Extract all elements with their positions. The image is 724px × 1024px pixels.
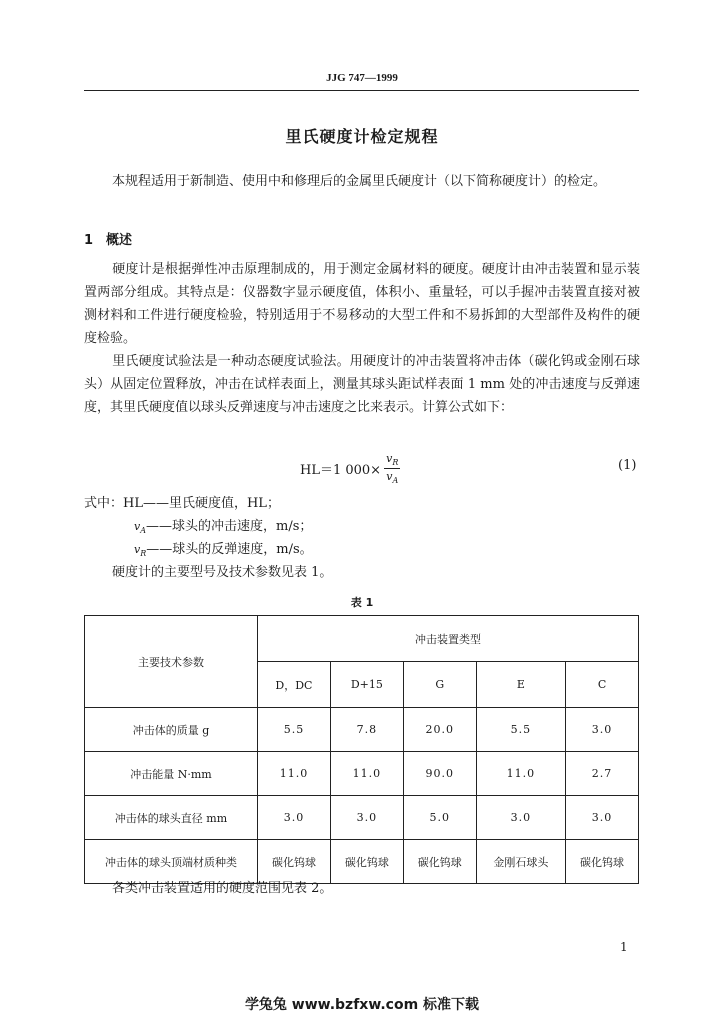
value-cell: 碳化钨球 xyxy=(403,840,476,884)
group-header-cell: 冲击装置类型 xyxy=(258,616,639,662)
formula-denominator: $v_A$ xyxy=(386,470,399,486)
value-cell: 7.8 xyxy=(330,708,403,752)
section-number: 1 xyxy=(84,233,94,248)
overview-text-1: 硬度计是根据弹性冲击原理制成的，用于测定金属材料的硬度。硬度计由冲击装置和显示装置两部分组成。其特点是：仪器数字显示硬度值，体积小、重量轻，可以手握冲击装置直接对被测材料和工件进行硬度检验，特别适用于不易移动的大型工件和不易拆卸的大型部件及构件的硬度检验。 xyxy=(84,262,640,346)
value-cell: 20.0 xyxy=(403,708,476,752)
value-cell: 90.0 xyxy=(403,752,476,796)
formula-numerator: $v_R$ xyxy=(386,452,399,468)
table-row xyxy=(85,752,639,796)
overview-text-2: 里氏硬度试验法是一种动态硬度试验法。用硬度计的冲击装置将冲击体（碳化钨或金刚石球头）从固定位置释放，冲击在试样表面上，测量其球头距试样表面 1 mm 处的冲击速度与反弹速度，其里氏硬度值以球头反弹速度与冲击速度之比来表示。计算公式如下： xyxy=(84,354,640,415)
intro-text: 本规程适用于新制造、使用中和修理后的金属里氏硬度计（以下简称硬度计）的检定。 xyxy=(112,174,607,189)
param-cell: 冲击体的球头顶端材质种类 xyxy=(85,840,258,884)
table2-reference: 各类冲击装置适用的硬度范围见表 2。 xyxy=(112,881,333,896)
overview-paragraph-2 xyxy=(84,350,640,419)
footer-watermark: 学兔兔 www.bzfxw.com 标准下载 xyxy=(244,997,480,1013)
value-cell: 5.5 xyxy=(476,708,565,752)
section-title: 概述 xyxy=(106,233,133,248)
standard-code: JJG 747—1999 xyxy=(326,72,398,84)
document-title: 里氏硬度计检定规程 xyxy=(285,127,439,146)
value-cell: 3.0 xyxy=(566,796,639,840)
formula-fraction xyxy=(384,452,400,485)
param-cell: 冲击能量 N·mm xyxy=(85,752,258,796)
formula-lhs: HL＝1 000× xyxy=(300,463,382,479)
spec-table xyxy=(84,615,639,884)
value-cell: 5.5 xyxy=(258,708,331,752)
column-header: G xyxy=(403,662,476,708)
vr-symbol: $v_R$ xyxy=(134,543,147,559)
table-header-row xyxy=(85,616,639,662)
header-divider xyxy=(84,90,639,91)
value-cell: 11.0 xyxy=(330,752,403,796)
page-number: 1 xyxy=(620,940,628,954)
column-header: D+15 xyxy=(330,662,403,708)
table-row xyxy=(85,796,639,840)
legend-hl: 式中：HL——里氏硬度值，HL； xyxy=(84,496,280,511)
hl-formula xyxy=(300,452,400,485)
value-cell: 碳化钨球 xyxy=(258,840,331,884)
param-cell: 冲击体的球头直径 mm xyxy=(85,796,258,840)
va-description: ——球头的冲击速度，m/s； xyxy=(146,519,313,534)
table-reference: 硬度计的主要型号及技术参数见表 1。 xyxy=(112,565,333,580)
value-cell: 金刚石球头 xyxy=(476,840,565,884)
value-cell: 3.0 xyxy=(476,796,565,840)
param-cell: 冲击体的质量 g xyxy=(85,708,258,752)
column-header: E xyxy=(476,662,565,708)
table-row xyxy=(85,708,639,752)
vr-description: ——球头的反弹速度，m/s。 xyxy=(146,542,313,557)
section-heading xyxy=(84,229,132,248)
value-cell: 11.0 xyxy=(258,752,331,796)
value-cell: 3.0 xyxy=(330,796,403,840)
overview-paragraph-1 xyxy=(84,258,640,350)
column-header: C xyxy=(566,662,639,708)
column-header: D，DC xyxy=(258,662,331,708)
value-cell: 11.0 xyxy=(476,752,565,796)
value-cell: 5.0 xyxy=(403,796,476,840)
value-cell: 碳化钨球 xyxy=(330,840,403,884)
table-label: 表 1 xyxy=(350,596,374,609)
value-cell: 碳化钨球 xyxy=(566,840,639,884)
formula-number: (1) xyxy=(618,458,637,473)
va-symbol: $v_A$ xyxy=(134,520,146,536)
row-header-cell: 主要技术参数 xyxy=(85,616,258,708)
value-cell: 2.7 xyxy=(566,752,639,796)
intro-paragraph xyxy=(84,170,640,193)
value-cell: 3.0 xyxy=(258,796,331,840)
value-cell: 3.0 xyxy=(566,708,639,752)
